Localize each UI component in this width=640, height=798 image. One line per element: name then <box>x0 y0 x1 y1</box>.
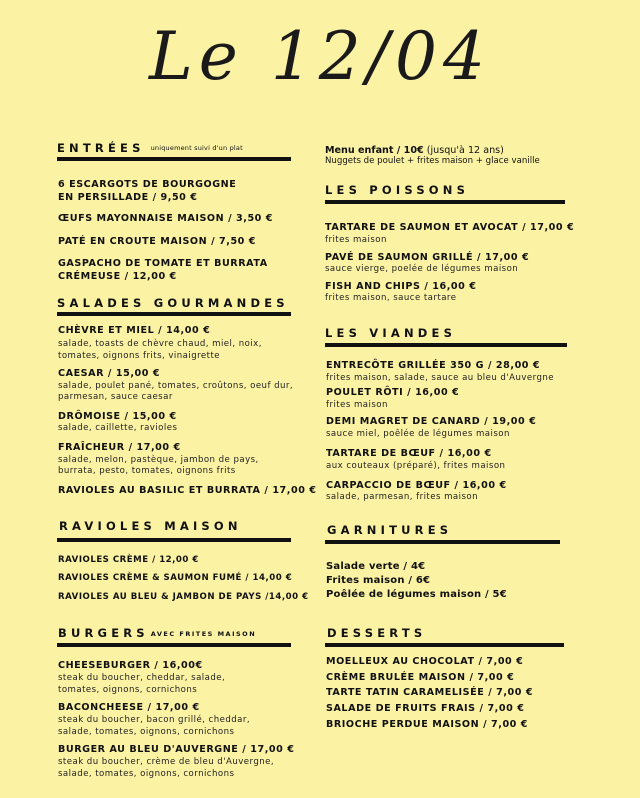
section-rule <box>325 343 567 347</box>
side-dish-item: Frites maison / 6€ <box>326 575 431 586</box>
menu-item-name: RAVIOLES CRÈME & SAUMON FUMÉ / 14,00 € <box>58 573 293 583</box>
menu-item-description: steak du boucher, crème de bleu d'Auvergne, <box>58 757 275 767</box>
section-heading-poissons: LES POISSONS <box>325 183 470 197</box>
section-rule <box>57 643 291 647</box>
section-rule <box>57 312 291 316</box>
section-heading-burgers <box>58 626 256 640</box>
kids-menu <box>325 145 504 156</box>
menu-item-description: steak du boucher, cheddar, salade, <box>58 673 226 683</box>
menu-item-name: POULET RÔTI / 16,00 € <box>326 387 460 398</box>
menu-item-description: salade, poulet pané, tomates, croûtons, oeuf dur, <box>58 381 294 391</box>
menu-item-name: RAVIOLES CRÈME / 12,00 € <box>58 555 199 565</box>
menu-item-name: FISH AND CHIPS / 16,00 € <box>325 281 477 292</box>
menu-item-description: frites maison, salade, sauce au bleu d'Auvergne <box>326 373 555 383</box>
section-heading-entrees <box>57 141 243 155</box>
burgers-subtitle: AVEC FRITES MAISON <box>150 630 257 638</box>
section-heading-desserts: DESSERTS <box>327 626 427 640</box>
menu-item-name: BURGER AU BLEU D'AUVERGNE / 17,00 € <box>58 744 295 755</box>
section-rule <box>325 540 560 544</box>
section-heading-ravioles: RAVIOLES MAISON <box>59 519 242 533</box>
menu-item-name: FRAÎCHEUR / 17,00 € <box>58 442 181 453</box>
menu-item-name: CHÈVRE ET MIEL / 14,00 € <box>58 325 211 336</box>
menu-item-name: DEMI MAGRET DE CANARD / 19,00 € <box>326 416 537 427</box>
menu-item-description: burrata, pesto, tomates, oignons frits <box>58 466 236 476</box>
menu-item-name: BACONCHEESE / 17,00 € <box>58 702 200 713</box>
menu-item-name: PATÉ EN CROUTE MAISON / 7,50 € <box>58 236 257 247</box>
menu-item-name: TARTARE DE BŒUF / 16,00 € <box>326 448 492 459</box>
side-dish-item: Salade verte / 4€ <box>326 561 426 572</box>
menu-item-description: frites maison <box>326 400 388 410</box>
menu-item-description: tomates, oignons frits, vinaigrette <box>58 351 221 361</box>
entrees-title: ENTRÉES <box>57 141 145 155</box>
menu-item-name: CRÉMEUSE / 12,00 € <box>58 271 177 282</box>
menu-item-description: tomates, oignons, cornichons <box>58 685 198 695</box>
menu-item-name: PAVÉ DE SAUMON GRILLÉ / 17,00 € <box>325 252 530 263</box>
menu-item-description: frites maison <box>325 235 387 245</box>
menu-item-description: salade, tomates, oignons, cornichons <box>58 769 235 779</box>
menu-item-description: sauce vierge, poelée de légumes maison <box>325 264 519 274</box>
dessert-item: TARTE TATIN CARAMELISÉE / 7,00 € <box>326 687 534 698</box>
menu-item-name: DRÔMOISE / 15,00 € <box>58 411 177 422</box>
menu-item-description: salade, caillette, ravioles <box>58 423 178 433</box>
section-heading-salades: SALADES GOURMANDES <box>57 296 289 310</box>
menu-item-name: 6 ESCARGOTS DE BOURGOGNE <box>58 179 237 190</box>
dessert-item: MOELLEUX AU CHOCOLAT / 7,00 € <box>326 656 524 667</box>
menu-item-description: sauce miel, poêlée de légumes maison <box>326 429 510 439</box>
section-rule <box>325 200 565 204</box>
menu-item-name: TARTARE DE SAUMON ET AVOCAT / 17,00 € <box>325 222 575 233</box>
menu-item-description: frites maison, sauce tartare <box>325 293 457 303</box>
menu-item-description: salade, toasts de chèvre chaud, miel, noix, <box>58 339 262 349</box>
menu-item-name: EN PERSILLADE / 9,50 € <box>58 192 198 203</box>
section-heading-viandes: LES VIANDES <box>325 326 457 340</box>
menu-item-name: ENTRECÔTE GRILLÉE 350 G / 28,00 € <box>326 360 541 371</box>
side-dish-item: Poêlée de légumes maison / 5€ <box>326 589 507 600</box>
section-rule <box>57 538 291 542</box>
menu-item-description: aux couteaux (préparé), frites maison <box>326 461 506 471</box>
kids-menu-description: Nuggets de poulet + frites maison + glace vanille <box>325 156 540 166</box>
menu-item-description: salade, melon, pastèque, jambon de pays, <box>58 455 259 465</box>
burgers-title: BURGERS <box>58 626 149 640</box>
restaurant-title: Le 12/04 <box>148 18 492 95</box>
menu-item-name: ŒUFS MAYONNAISE MAISON / 3,50 € <box>58 213 274 224</box>
menu-item-description: salade, tomates, oignons, cornichons <box>58 727 235 737</box>
menu-item-name: CHEESEBURGER / 16,00€ <box>58 660 203 671</box>
section-heading-garnitures: GARNITURES <box>327 523 453 537</box>
menu-item-name: RAVIOLES AU BASILIC ET BURRATA / 17,00 € <box>58 485 317 496</box>
menu-item-name: RAVIOLES AU BLEU & JAMBON DE PAYS /14,00 € <box>58 592 309 602</box>
dessert-item: CRÈME BRULÉE MAISON / 7,00 € <box>326 672 515 683</box>
section-rule <box>325 643 564 647</box>
menu-item-name: CAESAR / 15,00 € <box>58 368 161 379</box>
menu-item-name: GASPACHO DE TOMATE ET BURRATA <box>58 258 268 269</box>
menu-item-description: parmesan, sauce caesar <box>58 392 173 402</box>
menu-item-name: CARPACCIO DE BŒUF / 16,00 € <box>326 480 507 491</box>
dessert-item: SALADE DE FRUITS FRAIS / 7,00 € <box>326 703 525 714</box>
menu-item-description: steak du boucher, bacon grillé, cheddar, <box>58 715 251 725</box>
dessert-item: BRIOCHE PERDUE MAISON / 7,00 € <box>326 719 529 730</box>
menu-item-description: salade, parmesan, frites maison <box>326 492 478 502</box>
kids-menu-note: (jusqu'à 12 ans) <box>423 145 504 156</box>
section-rule <box>57 157 291 161</box>
entrees-subtitle: uniquement suivi d'un plat <box>150 144 243 152</box>
kids-menu-label: Menu enfant / 10€ <box>325 145 424 156</box>
